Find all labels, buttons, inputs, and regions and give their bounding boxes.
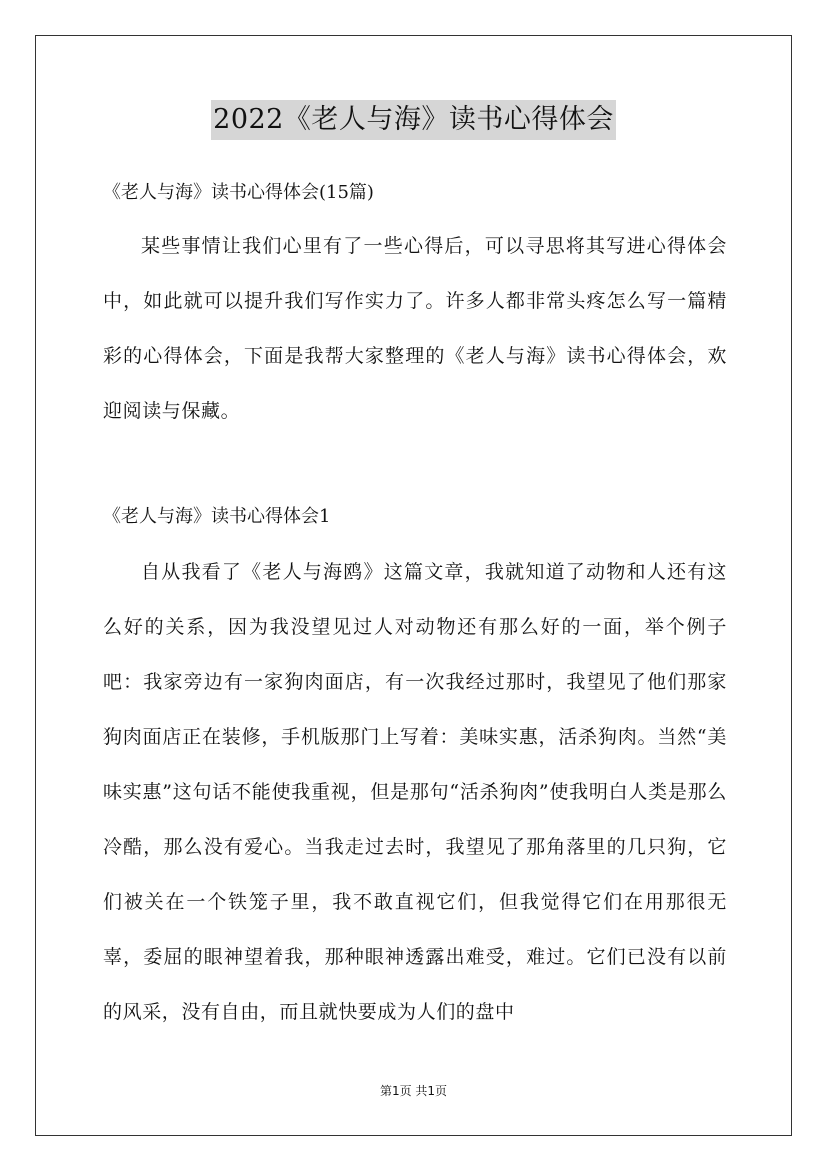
page-footer: 第1页 共1页 [379, 1084, 448, 1098]
title-container [0, 100, 827, 140]
intro-paragraph: 某些事情让我们心里有了一些心得后，可以寻思将其写进心得体会中，如此就可以提升我们写作实力了。许多人都非常头疼怎么写一篇精彩的心得体会，下面是我帮大家整理的《老人与海》读书心得体会，欢迎阅读与保藏。 [103, 235, 727, 422]
section-heading: 《老人与海》读书心得体会1 [103, 506, 331, 527]
section-paragraph: 自从我看了《老人与海鸥》这篇文章，我就知道了动物和人还有这么好的关系，因为我没望见过人对动物还有那么好的一面，举个例子吧：我家旁边有一家狗肉面店，有一次我经过那时，我望见了他们那家狗肉面店正在装修，手机版那门上写着：美味实惠，活杀狗肉。当然“美味实惠”这句话不能使我重视，但是那句“活杀狗肉”使我明白人类是那么冷酷，那么没有爱心。当我走过去时，我望见了那角落里的几只狗，它们被关在一个铁笼子里，我不敢直视它们，但我觉得它们在用那很无辜，委屈的眼神望着我，那种眼神透露出难受，难过。它们已没有以前的风采，没有自由，而且就快要成为人们的盘中 [103, 561, 727, 1023]
document-title: 2022《老人与海》读书心得体会 [211, 100, 616, 140]
document-subtitle: 《老人与海》读书心得体会(15篇) [103, 182, 374, 203]
